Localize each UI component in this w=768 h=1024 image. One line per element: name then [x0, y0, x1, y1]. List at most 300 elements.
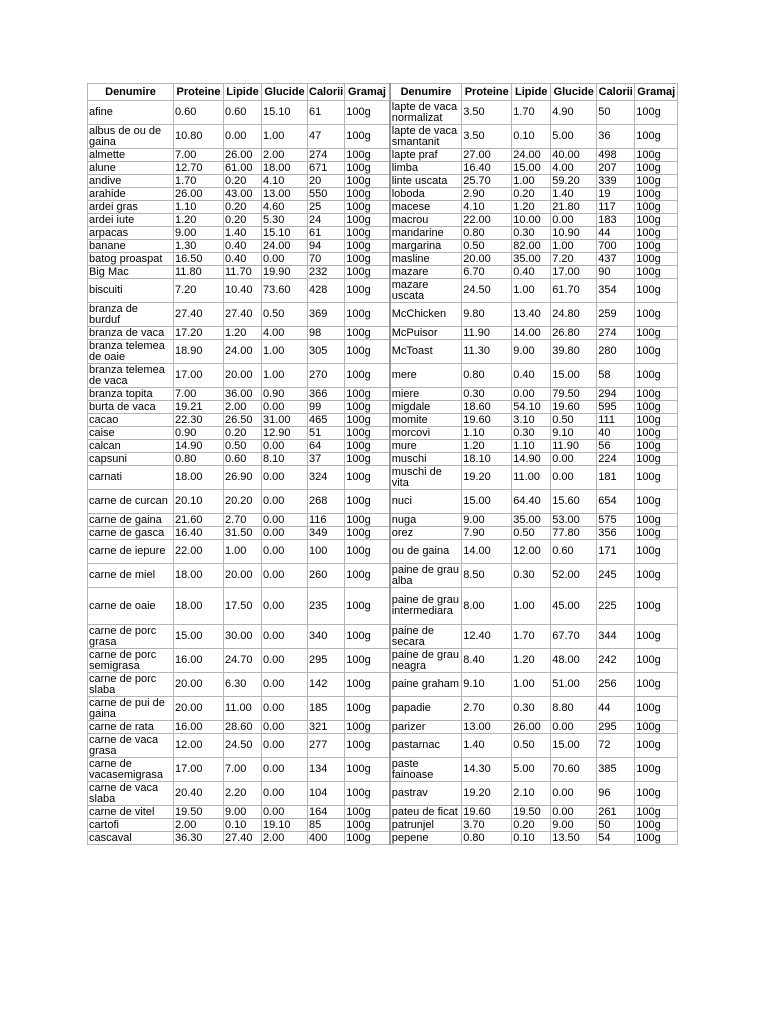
- weight-cell: 100g: [345, 490, 390, 514]
- table-row: [88, 175, 678, 188]
- protein-cell: 18.00: [174, 466, 224, 490]
- weight-cell: 100g: [635, 527, 678, 540]
- protein-cell: 20.10: [174, 490, 224, 514]
- protein-cell: 25.70: [462, 175, 512, 188]
- weight-cell: 100g: [345, 340, 390, 364]
- weight-cell: 100g: [635, 588, 678, 625]
- protein-cell: 19.21: [174, 401, 224, 414]
- carbs-cell: 1.40: [551, 188, 597, 201]
- carbs-cell: 0.60: [551, 540, 597, 564]
- carbs-cell: 0.50: [262, 303, 308, 327]
- protein-cell: 22.00: [462, 214, 512, 227]
- food-name-cell: carne de iepure: [88, 540, 174, 564]
- weight-cell: 100g: [345, 453, 390, 466]
- carbs-cell: 18.00: [262, 162, 308, 175]
- carbs-cell: 0.00: [262, 588, 308, 625]
- weight-cell: 100g: [345, 466, 390, 490]
- protein-cell: 19.60: [462, 806, 512, 819]
- calories-cell: 224: [597, 453, 635, 466]
- weight-cell: 100g: [635, 214, 678, 227]
- table-row: [88, 266, 678, 279]
- food-name-cell: branza telemea de oaie: [88, 340, 174, 364]
- table-row: [88, 125, 678, 149]
- weight-cell: 100g: [635, 490, 678, 514]
- fat-cell: 0.20: [224, 214, 262, 227]
- protein-cell: 9.80: [462, 303, 512, 327]
- calories-cell: 654: [597, 490, 635, 514]
- food-name-cell: paine de grau intermediara: [390, 588, 462, 625]
- food-name-cell: migdale: [390, 401, 462, 414]
- carbs-cell: 45.00: [551, 588, 597, 625]
- protein-cell: 0.80: [462, 832, 512, 845]
- protein-cell: 1.20: [174, 214, 224, 227]
- header-calories: Calorii: [597, 84, 635, 101]
- carbs-cell: 1.00: [262, 125, 308, 149]
- calories-cell: 369: [308, 303, 345, 327]
- carbs-cell: 0.00: [551, 806, 597, 819]
- weight-cell: 100g: [345, 253, 390, 266]
- table-row: [88, 214, 678, 227]
- calories-cell: 181: [597, 466, 635, 490]
- protein-cell: 14.90: [174, 440, 224, 453]
- weight-cell: 100g: [635, 514, 678, 527]
- calories-cell: 385: [597, 758, 635, 782]
- fat-cell: 64.40: [512, 490, 551, 514]
- calories-cell: 207: [597, 162, 635, 175]
- calories-cell: 116: [308, 514, 345, 527]
- fat-cell: 0.40: [512, 364, 551, 388]
- protein-cell: 24.50: [462, 279, 512, 303]
- calories-cell: 183: [597, 214, 635, 227]
- weight-cell: 100g: [635, 149, 678, 162]
- food-name-cell: afine: [88, 101, 174, 125]
- protein-cell: 0.30: [462, 388, 512, 401]
- fat-cell: 11.70: [224, 266, 262, 279]
- protein-cell: 20.00: [174, 673, 224, 697]
- calories-cell: 344: [597, 625, 635, 649]
- carbs-cell: 0.50: [551, 414, 597, 427]
- carbs-cell: 4.90: [551, 101, 597, 125]
- protein-cell: 15.00: [174, 625, 224, 649]
- weight-cell: 100g: [635, 466, 678, 490]
- table-row: [88, 832, 678, 845]
- food-name-cell: cascaval: [88, 832, 174, 845]
- carbs-cell: 0.00: [262, 625, 308, 649]
- calories-cell: 354: [597, 279, 635, 303]
- carbs-cell: 0.00: [262, 649, 308, 673]
- food-name-cell: alune: [88, 162, 174, 175]
- weight-cell: 100g: [345, 721, 390, 734]
- header-name: Denumire: [88, 84, 174, 101]
- carbs-cell: 4.60: [262, 201, 308, 214]
- fat-cell: 19.50: [512, 806, 551, 819]
- protein-cell: 14.00: [462, 540, 512, 564]
- protein-cell: 12.70: [174, 162, 224, 175]
- weight-cell: 100g: [345, 806, 390, 819]
- weight-cell: 100g: [635, 758, 678, 782]
- food-name-cell: papadie: [390, 697, 462, 721]
- weight-cell: 100g: [635, 427, 678, 440]
- carbs-cell: 1.00: [551, 240, 597, 253]
- food-name-cell: branza topita: [88, 388, 174, 401]
- table-row: [88, 673, 678, 697]
- weight-cell: 100g: [345, 101, 390, 125]
- weight-cell: 100g: [345, 514, 390, 527]
- food-name-cell: lapte de vaca normalizat: [390, 101, 462, 125]
- table-row: [88, 440, 678, 453]
- table-row: [88, 466, 678, 490]
- protein-cell: 18.00: [174, 588, 224, 625]
- food-name-cell: almette: [88, 149, 174, 162]
- carbs-cell: 21.80: [551, 201, 597, 214]
- protein-cell: 18.90: [174, 340, 224, 364]
- fat-cell: 1.00: [224, 540, 262, 564]
- carbs-cell: 0.00: [262, 782, 308, 806]
- carbs-cell: 52.00: [551, 564, 597, 588]
- fat-cell: 30.00: [224, 625, 262, 649]
- carbs-cell: 0.00: [262, 401, 308, 414]
- food-name-cell: andive: [88, 175, 174, 188]
- fat-cell: 9.00: [224, 806, 262, 819]
- weight-cell: 100g: [635, 649, 678, 673]
- calories-cell: 268: [308, 490, 345, 514]
- protein-cell: 20.40: [174, 782, 224, 806]
- table-row: [88, 806, 678, 819]
- carbs-cell: 15.00: [551, 364, 597, 388]
- protein-cell: 8.40: [462, 649, 512, 673]
- header-weight: Gramaj: [635, 84, 678, 101]
- weight-cell: 100g: [345, 227, 390, 240]
- food-name-cell: albus de ou de gaina: [88, 125, 174, 149]
- calories-cell: 356: [597, 527, 635, 540]
- calories-cell: 575: [597, 514, 635, 527]
- calories-cell: 37: [308, 453, 345, 466]
- protein-cell: 14.30: [462, 758, 512, 782]
- food-name-cell: paine de grau alba: [390, 564, 462, 588]
- carbs-cell: 9.00: [551, 819, 597, 832]
- carbs-cell: 15.10: [262, 101, 308, 125]
- food-name-cell: loboda: [390, 188, 462, 201]
- carbs-cell: 0.00: [551, 453, 597, 466]
- weight-cell: 100g: [635, 364, 678, 388]
- protein-cell: 3.70: [462, 819, 512, 832]
- weight-cell: 100g: [345, 149, 390, 162]
- calories-cell: 274: [308, 149, 345, 162]
- calories-cell: 465: [308, 414, 345, 427]
- calories-cell: 295: [597, 721, 635, 734]
- fat-cell: 12.00: [512, 540, 551, 564]
- protein-cell: 19.20: [462, 466, 512, 490]
- fat-cell: 26.00: [512, 721, 551, 734]
- weight-cell: 100g: [345, 588, 390, 625]
- food-name-cell: caise: [88, 427, 174, 440]
- weight-cell: 100g: [345, 240, 390, 253]
- food-name-cell: lapte de vaca smantanit: [390, 125, 462, 149]
- carbs-cell: 0.00: [262, 253, 308, 266]
- table-row: [88, 327, 678, 340]
- fat-cell: 0.20: [224, 427, 262, 440]
- protein-cell: 22.30: [174, 414, 224, 427]
- food-name-cell: batog proaspat: [88, 253, 174, 266]
- table-row: [88, 101, 678, 125]
- food-name-cell: orez: [390, 527, 462, 540]
- fat-cell: 0.00: [224, 125, 262, 149]
- food-name-cell: branza telemea de vaca: [88, 364, 174, 388]
- food-name-cell: lapte praf: [390, 149, 462, 162]
- weight-cell: 100g: [635, 188, 678, 201]
- calories-cell: 437: [597, 253, 635, 266]
- carbs-cell: 26.80: [551, 327, 597, 340]
- fat-cell: 10.00: [512, 214, 551, 227]
- carbs-cell: 0.00: [551, 721, 597, 734]
- carbs-cell: 0.00: [262, 673, 308, 697]
- calories-cell: 245: [597, 564, 635, 588]
- fat-cell: 1.00: [512, 279, 551, 303]
- carbs-cell: 10.90: [551, 227, 597, 240]
- calories-cell: 25: [308, 201, 345, 214]
- fat-cell: 0.10: [224, 819, 262, 832]
- fat-cell: 26.90: [224, 466, 262, 490]
- carbs-cell: 0.00: [262, 540, 308, 564]
- table-row: [88, 453, 678, 466]
- weight-cell: 100g: [635, 327, 678, 340]
- carbs-cell: 5.30: [262, 214, 308, 227]
- carbs-cell: 79.50: [551, 388, 597, 401]
- table-row: [88, 414, 678, 427]
- food-name-cell: paine de grau neagra: [390, 649, 462, 673]
- calories-cell: 274: [597, 327, 635, 340]
- carbs-cell: 8.80: [551, 697, 597, 721]
- weight-cell: 100g: [345, 819, 390, 832]
- food-name-cell: muschi: [390, 453, 462, 466]
- calories-cell: 44: [597, 227, 635, 240]
- carbs-cell: 15.60: [551, 490, 597, 514]
- protein-cell: 1.10: [462, 427, 512, 440]
- calories-cell: 104: [308, 782, 345, 806]
- protein-cell: 27.40: [174, 303, 224, 327]
- calories-cell: 235: [308, 588, 345, 625]
- calories-cell: 56: [597, 440, 635, 453]
- weight-cell: 100g: [345, 673, 390, 697]
- calories-cell: 349: [308, 527, 345, 540]
- calories-cell: 70: [308, 253, 345, 266]
- weight-cell: 100g: [635, 625, 678, 649]
- weight-cell: 100g: [345, 427, 390, 440]
- protein-cell: 13.00: [462, 721, 512, 734]
- weight-cell: 100g: [635, 806, 678, 819]
- protein-cell: 9.10: [462, 673, 512, 697]
- calories-cell: 498: [597, 149, 635, 162]
- table-row: [88, 697, 678, 721]
- calories-cell: 47: [308, 125, 345, 149]
- fat-cell: 20.20: [224, 490, 262, 514]
- weight-cell: 100g: [345, 758, 390, 782]
- weight-cell: 100g: [635, 303, 678, 327]
- food-name-cell: momite: [390, 414, 462, 427]
- fat-cell: 0.40: [224, 253, 262, 266]
- protein-cell: 27.00: [462, 149, 512, 162]
- fat-cell: 9.00: [512, 340, 551, 364]
- calories-cell: 20: [308, 175, 345, 188]
- protein-cell: 16.00: [174, 649, 224, 673]
- calories-cell: 64: [308, 440, 345, 453]
- carbs-cell: 8.10: [262, 453, 308, 466]
- calories-cell: 51: [308, 427, 345, 440]
- fat-cell: 1.00: [512, 588, 551, 625]
- carbs-cell: 2.00: [262, 149, 308, 162]
- protein-cell: 10.80: [174, 125, 224, 149]
- fat-cell: 14.00: [512, 327, 551, 340]
- fat-cell: 27.40: [224, 303, 262, 327]
- weight-cell: 100g: [635, 253, 678, 266]
- fat-cell: 11.00: [512, 466, 551, 490]
- food-name-cell: branza de vaca: [88, 327, 174, 340]
- protein-cell: 7.00: [174, 388, 224, 401]
- food-name-cell: mure: [390, 440, 462, 453]
- weight-cell: 100g: [635, 440, 678, 453]
- table-row: [88, 734, 678, 758]
- calories-cell: 595: [597, 401, 635, 414]
- fat-cell: 2.20: [224, 782, 262, 806]
- table-row: [88, 201, 678, 214]
- weight-cell: 100g: [635, 266, 678, 279]
- food-name-cell: limba: [390, 162, 462, 175]
- protein-cell: 4.10: [462, 201, 512, 214]
- fat-cell: 1.70: [512, 625, 551, 649]
- weight-cell: 100g: [345, 327, 390, 340]
- table-row: [88, 427, 678, 440]
- protein-cell: 18.10: [462, 453, 512, 466]
- weight-cell: 100g: [345, 175, 390, 188]
- food-name-cell: carne de miel: [88, 564, 174, 588]
- food-name-cell: nuga: [390, 514, 462, 527]
- fat-cell: 0.30: [512, 564, 551, 588]
- header-carbs: Glucide: [551, 84, 597, 101]
- fat-cell: 0.20: [512, 188, 551, 201]
- protein-cell: 7.00: [174, 149, 224, 162]
- calories-cell: 24: [308, 214, 345, 227]
- food-name-cell: paine de secara: [390, 625, 462, 649]
- fat-cell: 0.50: [512, 734, 551, 758]
- calories-cell: 261: [597, 806, 635, 819]
- carbs-cell: 0.00: [551, 466, 597, 490]
- protein-cell: 0.80: [174, 453, 224, 466]
- weight-cell: 100g: [345, 214, 390, 227]
- calories-cell: 54: [597, 832, 635, 845]
- protein-cell: 18.60: [462, 401, 512, 414]
- weight-cell: 100g: [635, 175, 678, 188]
- table-row: [88, 162, 678, 175]
- weight-cell: 100g: [635, 540, 678, 564]
- weight-cell: 100g: [635, 782, 678, 806]
- fat-cell: 11.00: [224, 697, 262, 721]
- protein-cell: 16.00: [174, 721, 224, 734]
- calories-cell: 242: [597, 649, 635, 673]
- fat-cell: 1.00: [512, 673, 551, 697]
- fat-cell: 82.00: [512, 240, 551, 253]
- food-name-cell: margarina: [390, 240, 462, 253]
- fat-cell: 0.20: [224, 201, 262, 214]
- carbs-cell: 70.60: [551, 758, 597, 782]
- food-name-cell: carne de gaina: [88, 514, 174, 527]
- food-name-cell: masline: [390, 253, 462, 266]
- carbs-cell: 12.90: [262, 427, 308, 440]
- header-protein: Proteine: [462, 84, 512, 101]
- carbs-cell: 31.00: [262, 414, 308, 427]
- calories-cell: 428: [308, 279, 345, 303]
- calories-cell: 117: [597, 201, 635, 214]
- food-name-cell: mazare: [390, 266, 462, 279]
- calories-cell: 259: [597, 303, 635, 327]
- fat-cell: 31.50: [224, 527, 262, 540]
- fat-cell: 0.60: [224, 453, 262, 466]
- protein-cell: 16.40: [462, 162, 512, 175]
- food-name-cell: biscuiti: [88, 279, 174, 303]
- calories-cell: 94: [308, 240, 345, 253]
- table-row: [88, 253, 678, 266]
- nutrition-table: [87, 83, 678, 845]
- carbs-cell: 51.00: [551, 673, 597, 697]
- protein-cell: 1.20: [462, 440, 512, 453]
- carbs-cell: 19.60: [551, 401, 597, 414]
- protein-cell: 11.90: [462, 327, 512, 340]
- carbs-cell: 40.00: [551, 149, 597, 162]
- food-name-cell: carne de oaie: [88, 588, 174, 625]
- carbs-cell: 17.00: [551, 266, 597, 279]
- calories-cell: 36: [597, 125, 635, 149]
- header-row: [88, 84, 678, 101]
- fat-cell: 0.50: [224, 440, 262, 453]
- fat-cell: 1.10: [512, 440, 551, 453]
- table-row: [88, 149, 678, 162]
- protein-cell: 8.00: [462, 588, 512, 625]
- carbs-cell: 19.10: [262, 819, 308, 832]
- weight-cell: 100g: [345, 414, 390, 427]
- calories-cell: 72: [597, 734, 635, 758]
- weight-cell: 100g: [345, 201, 390, 214]
- fat-cell: 2.70: [224, 514, 262, 527]
- fat-cell: 10.40: [224, 279, 262, 303]
- fat-cell: 20.00: [224, 564, 262, 588]
- fat-cell: 0.50: [512, 527, 551, 540]
- fat-cell: 61.00: [224, 162, 262, 175]
- weight-cell: 100g: [345, 782, 390, 806]
- fat-cell: 24.00: [224, 340, 262, 364]
- fat-cell: 1.20: [512, 201, 551, 214]
- header-calories: Calorii: [308, 84, 345, 101]
- calories-cell: 50: [597, 819, 635, 832]
- food-name-cell: arahide: [88, 188, 174, 201]
- protein-cell: 6.70: [462, 266, 512, 279]
- weight-cell: 100g: [345, 697, 390, 721]
- carbs-cell: 48.00: [551, 649, 597, 673]
- weight-cell: 100g: [345, 162, 390, 175]
- carbs-cell: 0.00: [551, 214, 597, 227]
- food-name-cell: Big Mac: [88, 266, 174, 279]
- calories-cell: 280: [597, 340, 635, 364]
- header-weight: Gramaj: [345, 84, 390, 101]
- fat-cell: 2.10: [512, 782, 551, 806]
- header-name: Denumire: [390, 84, 462, 101]
- calories-cell: 295: [308, 649, 345, 673]
- carbs-cell: 67.70: [551, 625, 597, 649]
- table-row: [88, 514, 678, 527]
- fat-cell: 17.50: [224, 588, 262, 625]
- food-name-cell: calcan: [88, 440, 174, 453]
- fat-cell: 0.30: [512, 697, 551, 721]
- protein-cell: 19.50: [174, 806, 224, 819]
- weight-cell: 100g: [345, 527, 390, 540]
